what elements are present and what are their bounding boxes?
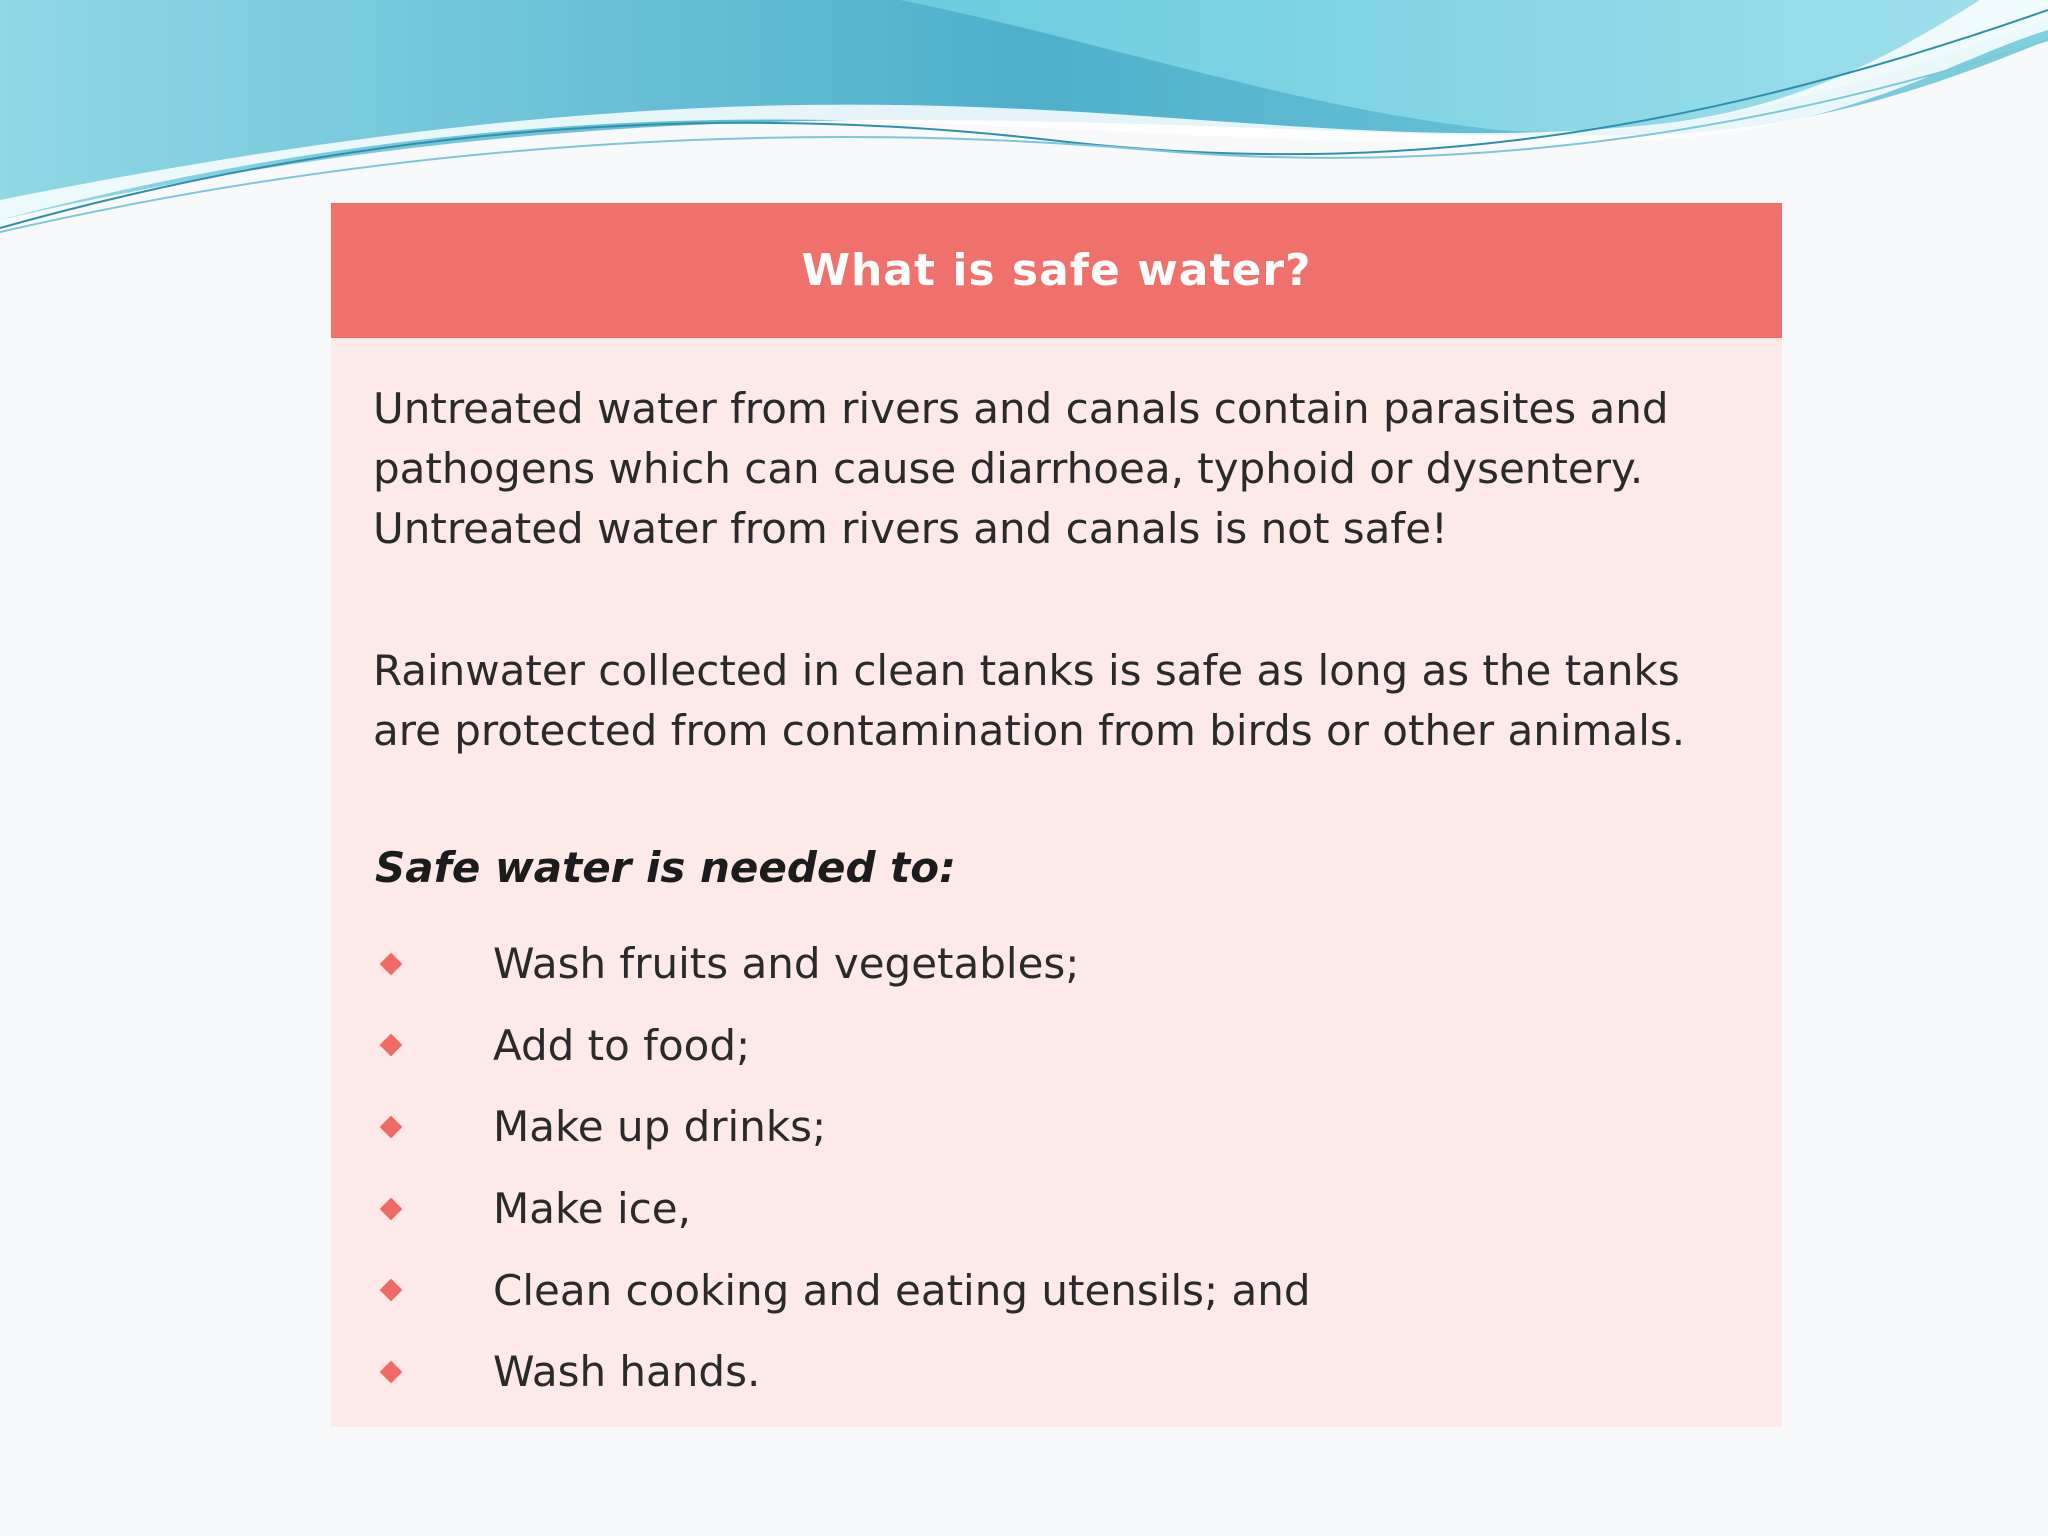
- diamond-bullet-icon: [380, 1034, 403, 1057]
- diamond-bullet-icon: [380, 952, 403, 975]
- list-item: [373, 1331, 1753, 1413]
- list-item: [373, 1249, 1753, 1331]
- list-item: [373, 1168, 1753, 1250]
- paragraph-untreated-water: Untreated water from rivers and canals contain parasites and pathogens which can cause diarrhoea, typhoid or dysentery. Untreated water from rivers and canals is not safe!: [373, 384, 1669, 553]
- list-item-text: Wash fruits and vegetables;: [493, 939, 1080, 989]
- diamond-bullet-icon: [380, 1360, 403, 1383]
- paragraph-rainwater: Rainwater collected in clean tanks is safe as long as the tanks are protected from contamination from birds or other animals.: [373, 646, 1686, 755]
- panel-header: [331, 203, 1782, 338]
- info-panel: [331, 203, 1782, 1427]
- list-item: [373, 1086, 1753, 1168]
- list-item-text: Make ice,: [493, 1184, 691, 1234]
- list-item-text: Make up drinks;: [493, 1102, 827, 1152]
- diamond-bullet-icon: [380, 1197, 403, 1220]
- list-item: [373, 1005, 1753, 1087]
- panel-title: What is safe water?: [801, 245, 1312, 296]
- list-item: [373, 923, 1753, 1005]
- diamond-bullet-icon: [380, 1116, 403, 1139]
- safe-water-uses-list: [373, 923, 1753, 1413]
- list-item-text: Clean cooking and eating utensils; and: [493, 1265, 1311, 1315]
- list-item-text: Wash hands.: [493, 1347, 761, 1397]
- diamond-bullet-icon: [380, 1279, 403, 1302]
- list-item-text: Add to food;: [493, 1020, 751, 1070]
- list-heading: Safe water is needed to:: [375, 843, 956, 892]
